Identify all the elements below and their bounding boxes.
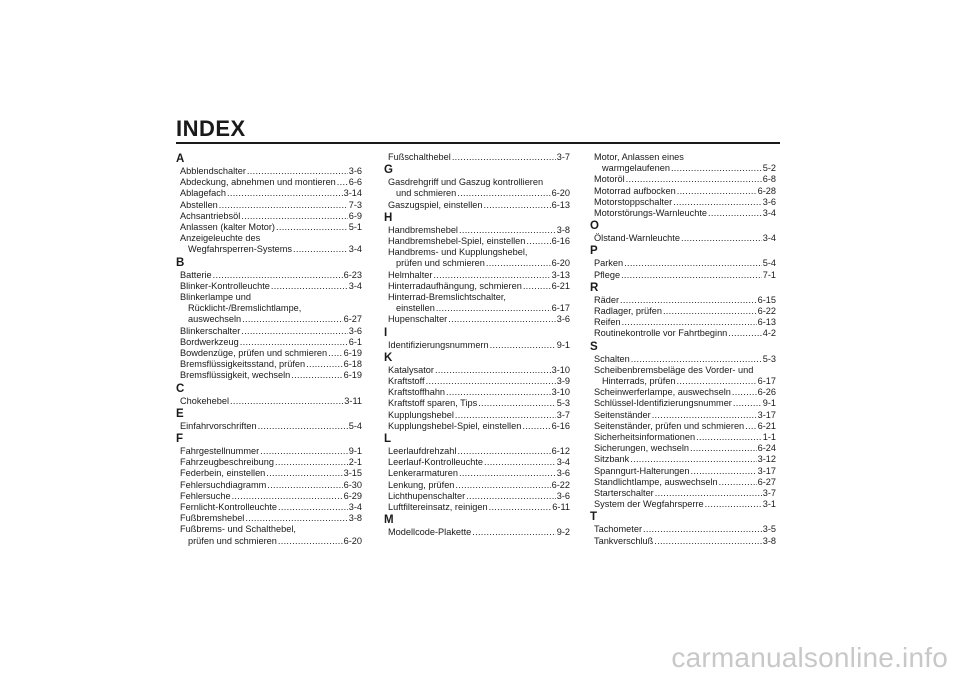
index-entry[interactable]: Fußschalthebel ..... 3-7 bbox=[384, 152, 570, 163]
index-entry[interactable]: Fußbremshebel ..... 3-8 bbox=[176, 513, 362, 524]
index-entry[interactable]: Kupplungshebel-Spiel, einstellen ..... 6-16 bbox=[384, 421, 570, 432]
index-letter-f: F bbox=[176, 433, 184, 446]
index-letter-g: G bbox=[384, 164, 393, 177]
index-entry-text: Hinterrad-Bremslichtschalter, bbox=[388, 292, 506, 303]
index-letter-m: M bbox=[384, 514, 394, 527]
index-entry[interactable]: Schlüssel-Identifizierungsnummer ..... 9-1 bbox=[590, 398, 776, 409]
index-entry[interactable]: Abstellen ..... 7-3 bbox=[176, 200, 362, 211]
index-letter-c: C bbox=[176, 382, 185, 395]
index-entry[interactable]: Blinkerschalter ..... 3-6 bbox=[176, 326, 362, 337]
index-entry[interactable]: Schalten ..... 5-3 bbox=[590, 354, 776, 365]
index-entry[interactable]: Sicherheitsinformationen ..... 1-1 bbox=[590, 432, 776, 443]
index-entry[interactable]: und schmieren ..... 6-20 bbox=[384, 188, 570, 199]
index-letter-t: T bbox=[590, 511, 598, 524]
index-entry[interactable]: Lenkung, prüfen ..... 6-22 bbox=[384, 480, 570, 491]
index-entry[interactable]: Bremsflüssigkeitsstand, prüfen ..... 6-18 bbox=[176, 359, 362, 370]
index-entry[interactable]: Gaszugspiel, einstellen ..... 6-13 bbox=[384, 200, 570, 211]
index-entry[interactable]: Ölstand-Warnleuchte ..... 3-4 bbox=[590, 233, 776, 244]
index-entry[interactable]: Bowdenzüge, prüfen und schmieren ..... 6-19 bbox=[176, 348, 362, 359]
index-entry[interactable]: Spanngurt-Halterungen ..... 3-17 bbox=[590, 466, 776, 477]
index-entry[interactable]: Batterie ..... 6-23 bbox=[176, 270, 362, 281]
index-entry[interactable]: Fahrgestellnummer ..... 9-1 bbox=[176, 446, 362, 457]
index-entry[interactable]: Hinterradaufhängung, schmieren ..... 6-21 bbox=[384, 281, 570, 292]
index-entry[interactable]: Fahrzeugbeschreibung ..... 2-1 bbox=[176, 457, 362, 468]
index-entry-text: Fußbrems- und Schalthebel, bbox=[180, 524, 296, 535]
watermark-text: carmanualsonline.info bbox=[671, 642, 948, 673]
index-entry[interactable]: einstellen ..... 6-17 bbox=[384, 303, 570, 314]
index-entry[interactable]: Fehlersuche ..... 6-29 bbox=[176, 491, 362, 502]
index-letter-b: B bbox=[176, 256, 185, 269]
index-entry[interactable]: Tachometer ..... 3-5 bbox=[590, 524, 776, 535]
index-entry[interactable]: Abblendschalter ..... 3-6 bbox=[176, 166, 362, 177]
index-entry[interactable]: Katalysator ..... 3-10 bbox=[384, 365, 570, 376]
index-entry[interactable]: Räder ..... 6-15 bbox=[590, 295, 776, 306]
index-entry[interactable]: Routinekontrolle vor Fahrtbeginn ..... 4-2 bbox=[590, 328, 776, 339]
index-entry[interactable]: Sicherungen, wechseln ..... 6-24 bbox=[590, 443, 776, 454]
index-entry[interactable]: prüfen und schmieren ..... 6-20 bbox=[384, 258, 570, 269]
index-entry[interactable]: Handbremshebel-Spiel, einstellen ..... 6-16 bbox=[384, 236, 570, 247]
index-entry-text: Motor, Anlassen eines bbox=[594, 152, 684, 162]
index-entry[interactable]: Anlassen (kalter Motor) ..... 5-1 bbox=[176, 222, 362, 233]
index-letter-h: H bbox=[384, 211, 393, 224]
index-entry-text: Anzeigeleuchte des bbox=[180, 233, 261, 244]
index-entry[interactable]: Radlager, prüfen ..... 6-22 bbox=[590, 306, 776, 317]
index-entry[interactable]: Reifen ..... 6-13 bbox=[590, 317, 776, 328]
index-entry[interactable]: Motorrad aufbocken ..... 6-28 bbox=[590, 186, 776, 197]
index-entry[interactable]: Helmhalter ..... 3-13 bbox=[384, 270, 570, 281]
index-entry[interactable]: System der Wegfahrsperre ..... 3-1 bbox=[590, 499, 776, 510]
index-entry[interactable]: Hupenschalter ..... 3-6 bbox=[384, 314, 570, 325]
index-entry[interactable]: Bremsflüssigkeit, wechseln ..... 6-19 bbox=[176, 370, 362, 381]
index-entry[interactable]: Leerlaufdrehzahl ..... 6-12 bbox=[384, 446, 570, 457]
index-letter-a: A bbox=[176, 153, 185, 165]
index-entry[interactable]: Fernlicht-Kontrolleuchte ..... 3-4 bbox=[176, 502, 362, 513]
index-entry[interactable]: Motoröl ..... 6-8 bbox=[590, 174, 776, 185]
index-entry-text: Blinkerlampe und bbox=[180, 292, 251, 303]
index-entry-text: Scheibenbremsbeläge des Vorder- und bbox=[594, 364, 754, 375]
index-entry[interactable]: Abdeckung, abnehmen und montieren ..... 6-6 bbox=[176, 177, 362, 188]
index-entry[interactable]: Leerlauf-Kontrolleuchte ..... 3-4 bbox=[384, 457, 570, 468]
index-entry[interactable]: prüfen und schmieren ..... 6-20 bbox=[176, 536, 362, 547]
index-letter-k: K bbox=[384, 351, 393, 364]
index-entry[interactable]: Kraftstoffhahn ..... 3-10 bbox=[384, 387, 570, 398]
index-entry-text: Rücklicht-/Bremslichtlampe, bbox=[188, 303, 302, 314]
index-letter-e: E bbox=[176, 407, 184, 420]
index-entry[interactable]: Wegfahrsperren-Systems ..... 3-4 bbox=[176, 244, 362, 255]
index-entry[interactable]: Blinker-Kontrolleuchte ..... 3-4 bbox=[176, 281, 362, 292]
index-column-3 bbox=[590, 152, 776, 547]
title-rule bbox=[176, 142, 780, 144]
index-entry[interactable]: Pflege ..... 7-1 bbox=[590, 270, 776, 281]
index-entry[interactable]: Fehlersuchdiagramm ..... 6-30 bbox=[176, 480, 362, 491]
index-column-1 bbox=[176, 152, 362, 547]
index-entry[interactable]: Identifizierungsnummern ..... 9-1 bbox=[384, 340, 570, 351]
index-entry[interactable]: Kupplungshebel ..... 3-7 bbox=[384, 410, 570, 421]
index-entry[interactable]: Lenkerarmaturen ..... 3-6 bbox=[384, 468, 570, 479]
index-letter-o: O bbox=[590, 220, 599, 233]
index-column-2 bbox=[384, 152, 570, 538]
index-entry[interactable]: Motorstoppschalter ..... 3-6 bbox=[590, 197, 776, 208]
index-entry[interactable]: Sitzbank ..... 3-12 bbox=[590, 454, 776, 465]
index-entry[interactable]: Starterschalter ..... 3-7 bbox=[590, 488, 776, 499]
index-entry[interactable]: Seitenständer, prüfen und schmieren ..... 6-21 bbox=[590, 421, 776, 432]
index-entry[interactable]: Luftfiltereinsatz, reinigen ..... 6-11 bbox=[384, 502, 570, 513]
index-entry-text: Handbrems- und Kupplungshebel, bbox=[388, 247, 528, 258]
index-entry[interactable]: Kraftstoff ..... 3-9 bbox=[384, 376, 570, 387]
index-entry[interactable]: Federbein, einstellen ..... 3-15 bbox=[176, 468, 362, 479]
index-letter-s: S bbox=[590, 340, 598, 353]
index-entry[interactable]: Standlichtlampe, auswechseln ..... 6-27 bbox=[590, 477, 776, 488]
index-entry[interactable]: Seitenständer ..... 3-17 bbox=[590, 410, 776, 421]
index-entry[interactable]: Einfahrvorschriften ..... 5-4 bbox=[176, 421, 362, 432]
index-entry[interactable]: Hinterrads, prüfen ..... 6-17 bbox=[590, 376, 776, 387]
index-letter-r: R bbox=[590, 281, 599, 294]
index-letter-i: I bbox=[384, 326, 388, 339]
index-entry[interactable]: Ablagefach ..... 3-14 bbox=[176, 188, 362, 199]
index-entry[interactable]: Scheinwerferlampe, auswechseln ..... 6-26 bbox=[590, 387, 776, 398]
index-entry[interactable]: Parken ..... 5-4 bbox=[590, 258, 776, 269]
index-entry[interactable]: Chokehebel ..... 3-11 bbox=[176, 396, 362, 407]
index-entry[interactable]: Modellcode-Plakette ..... 9-2 bbox=[384, 527, 570, 538]
index-entry[interactable]: Achsantriebsöl ..... 6-9 bbox=[176, 211, 362, 222]
index-entry[interactable]: Bordwerkzeug ..... 6-1 bbox=[176, 337, 362, 348]
page-title: INDEX bbox=[176, 116, 246, 141]
index-entry[interactable]: Kraftstoff sparen, Tips ..... 5-3 bbox=[384, 398, 570, 409]
index-letter-l: L bbox=[384, 433, 392, 446]
index-entry[interactable]: Handbremshebel ..... 3-8 bbox=[384, 225, 570, 236]
index-entry[interactable]: auswechseln ..... 6-27 bbox=[176, 314, 362, 325]
index-entry[interactable]: Tankverschluß ..... 3-8 bbox=[590, 536, 776, 547]
index-entry[interactable]: warmgelaufenen ..... 5-2 bbox=[590, 163, 776, 174]
index-entry-text: Gasdrehgriff und Gaszug kontrollieren bbox=[388, 177, 544, 188]
index-entry[interactable]: Motorstörungs-Warnleuchte ..... 3-4 bbox=[590, 208, 776, 219]
index-entry[interactable]: Lichthupenschalter ..... 3-6 bbox=[384, 491, 570, 502]
index-letter-p: P bbox=[590, 245, 598, 258]
